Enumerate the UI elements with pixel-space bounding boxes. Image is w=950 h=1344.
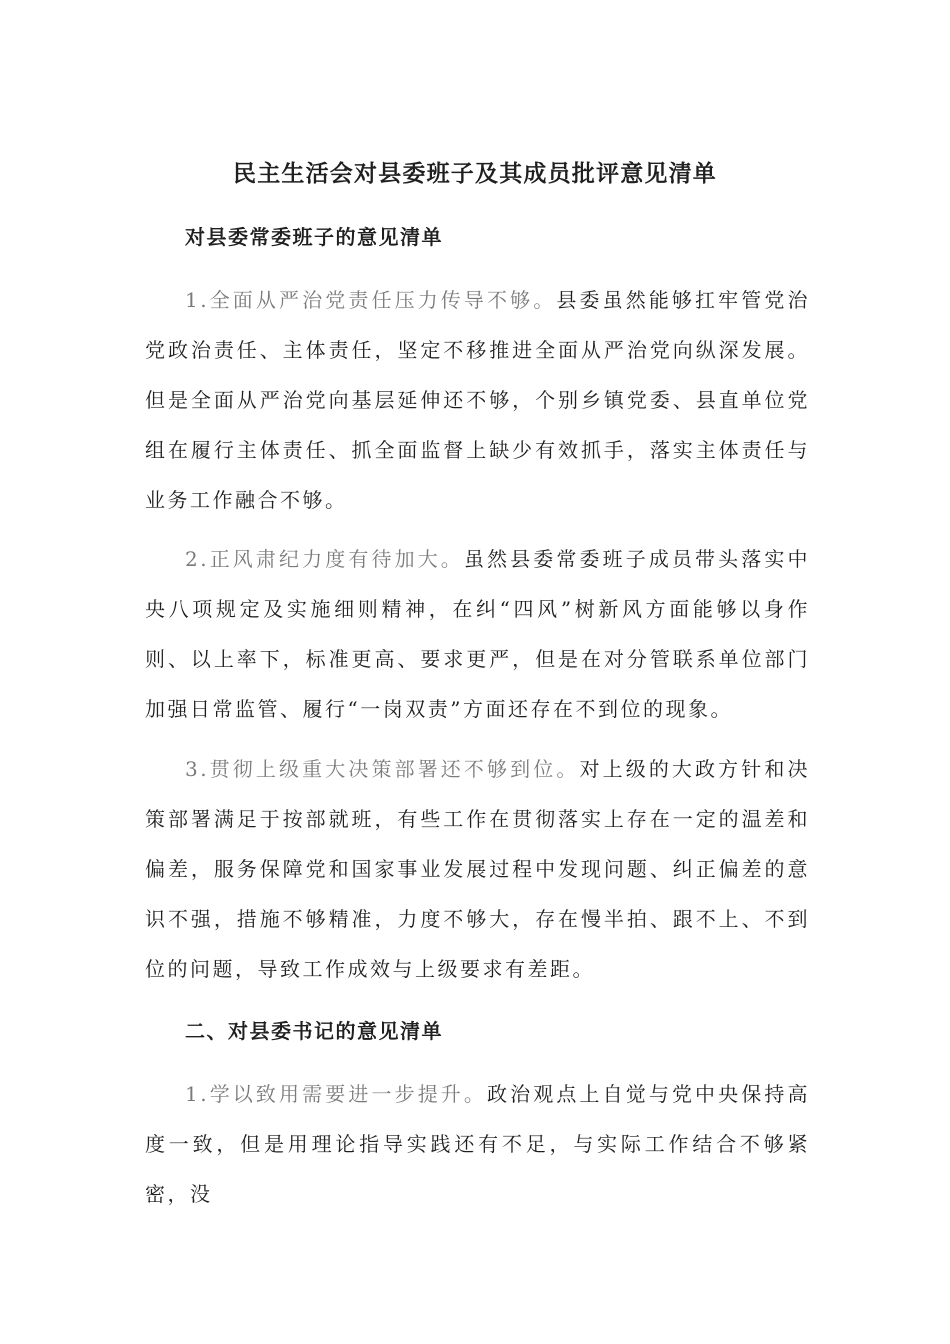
section-heading-county-secretary: 二、对县委书记的意见清单 xyxy=(185,1019,443,1043)
paragraph-item-4 xyxy=(145,1069,810,1219)
paragraph-lead: 3.贯彻上级重大决策部署还不够到位。 xyxy=(185,757,580,781)
paragraph-lead: 1.学以致用需要进一步提升。 xyxy=(185,1082,488,1106)
paragraph-body: 政治观点上自觉与党中央保持高度一致，但是用理论指导实践还有不足，与实际工作结合不够紧密，没 xyxy=(145,1082,810,1206)
paragraph-body: 对上级的大政方针和决策部署满足于按部就班，有些工作在贯彻落实上存在一定的温差和偏差，服务保障党和国家事业发展过程中发现问题、纠正偏差的意识不强，措施不够精准，力度不够大，存在慢半拍、跟不上、不到位的问题，导致工作成效与上级要求有差距。 xyxy=(145,757,810,981)
paragraph-item-1 xyxy=(145,275,810,525)
paragraph-item-3 xyxy=(145,744,810,994)
document-title: 民主生活会对县委班子及其成员批评意见清单 xyxy=(233,160,717,187)
paragraph-body: 县委虽然能够扛牢管党治党政治责任、主体责任，坚定不移推进全面从严治党向纵深发展。但是全面从严治党向基层延伸还不够，个别乡镇党委、县直单位党组在履行主体责任、抓全面监督上缺少有效抓手，落实主体责任与业务工作融合不够。 xyxy=(145,288,810,512)
paragraph-body: 虽然县委常委班子成员带头落实中央八项规定及实施细则精神，在纠“四风”树新风方面能够以身作则、以上率下，标准更高、要求更严，但是在对分管联系单位部门加强日常监管、履行“一岗双责”方面还存在不到位的现象。 xyxy=(145,547,811,721)
paragraph-item-2 xyxy=(145,534,810,734)
paragraph-lead: 2.正风肃纪力度有待加大。 xyxy=(185,547,464,571)
section-heading-standing-committee: 对县委常委班子的意见清单 xyxy=(185,225,443,249)
paragraph-lead: 1.全面从严治党责任压力传导不够。 xyxy=(185,288,557,312)
